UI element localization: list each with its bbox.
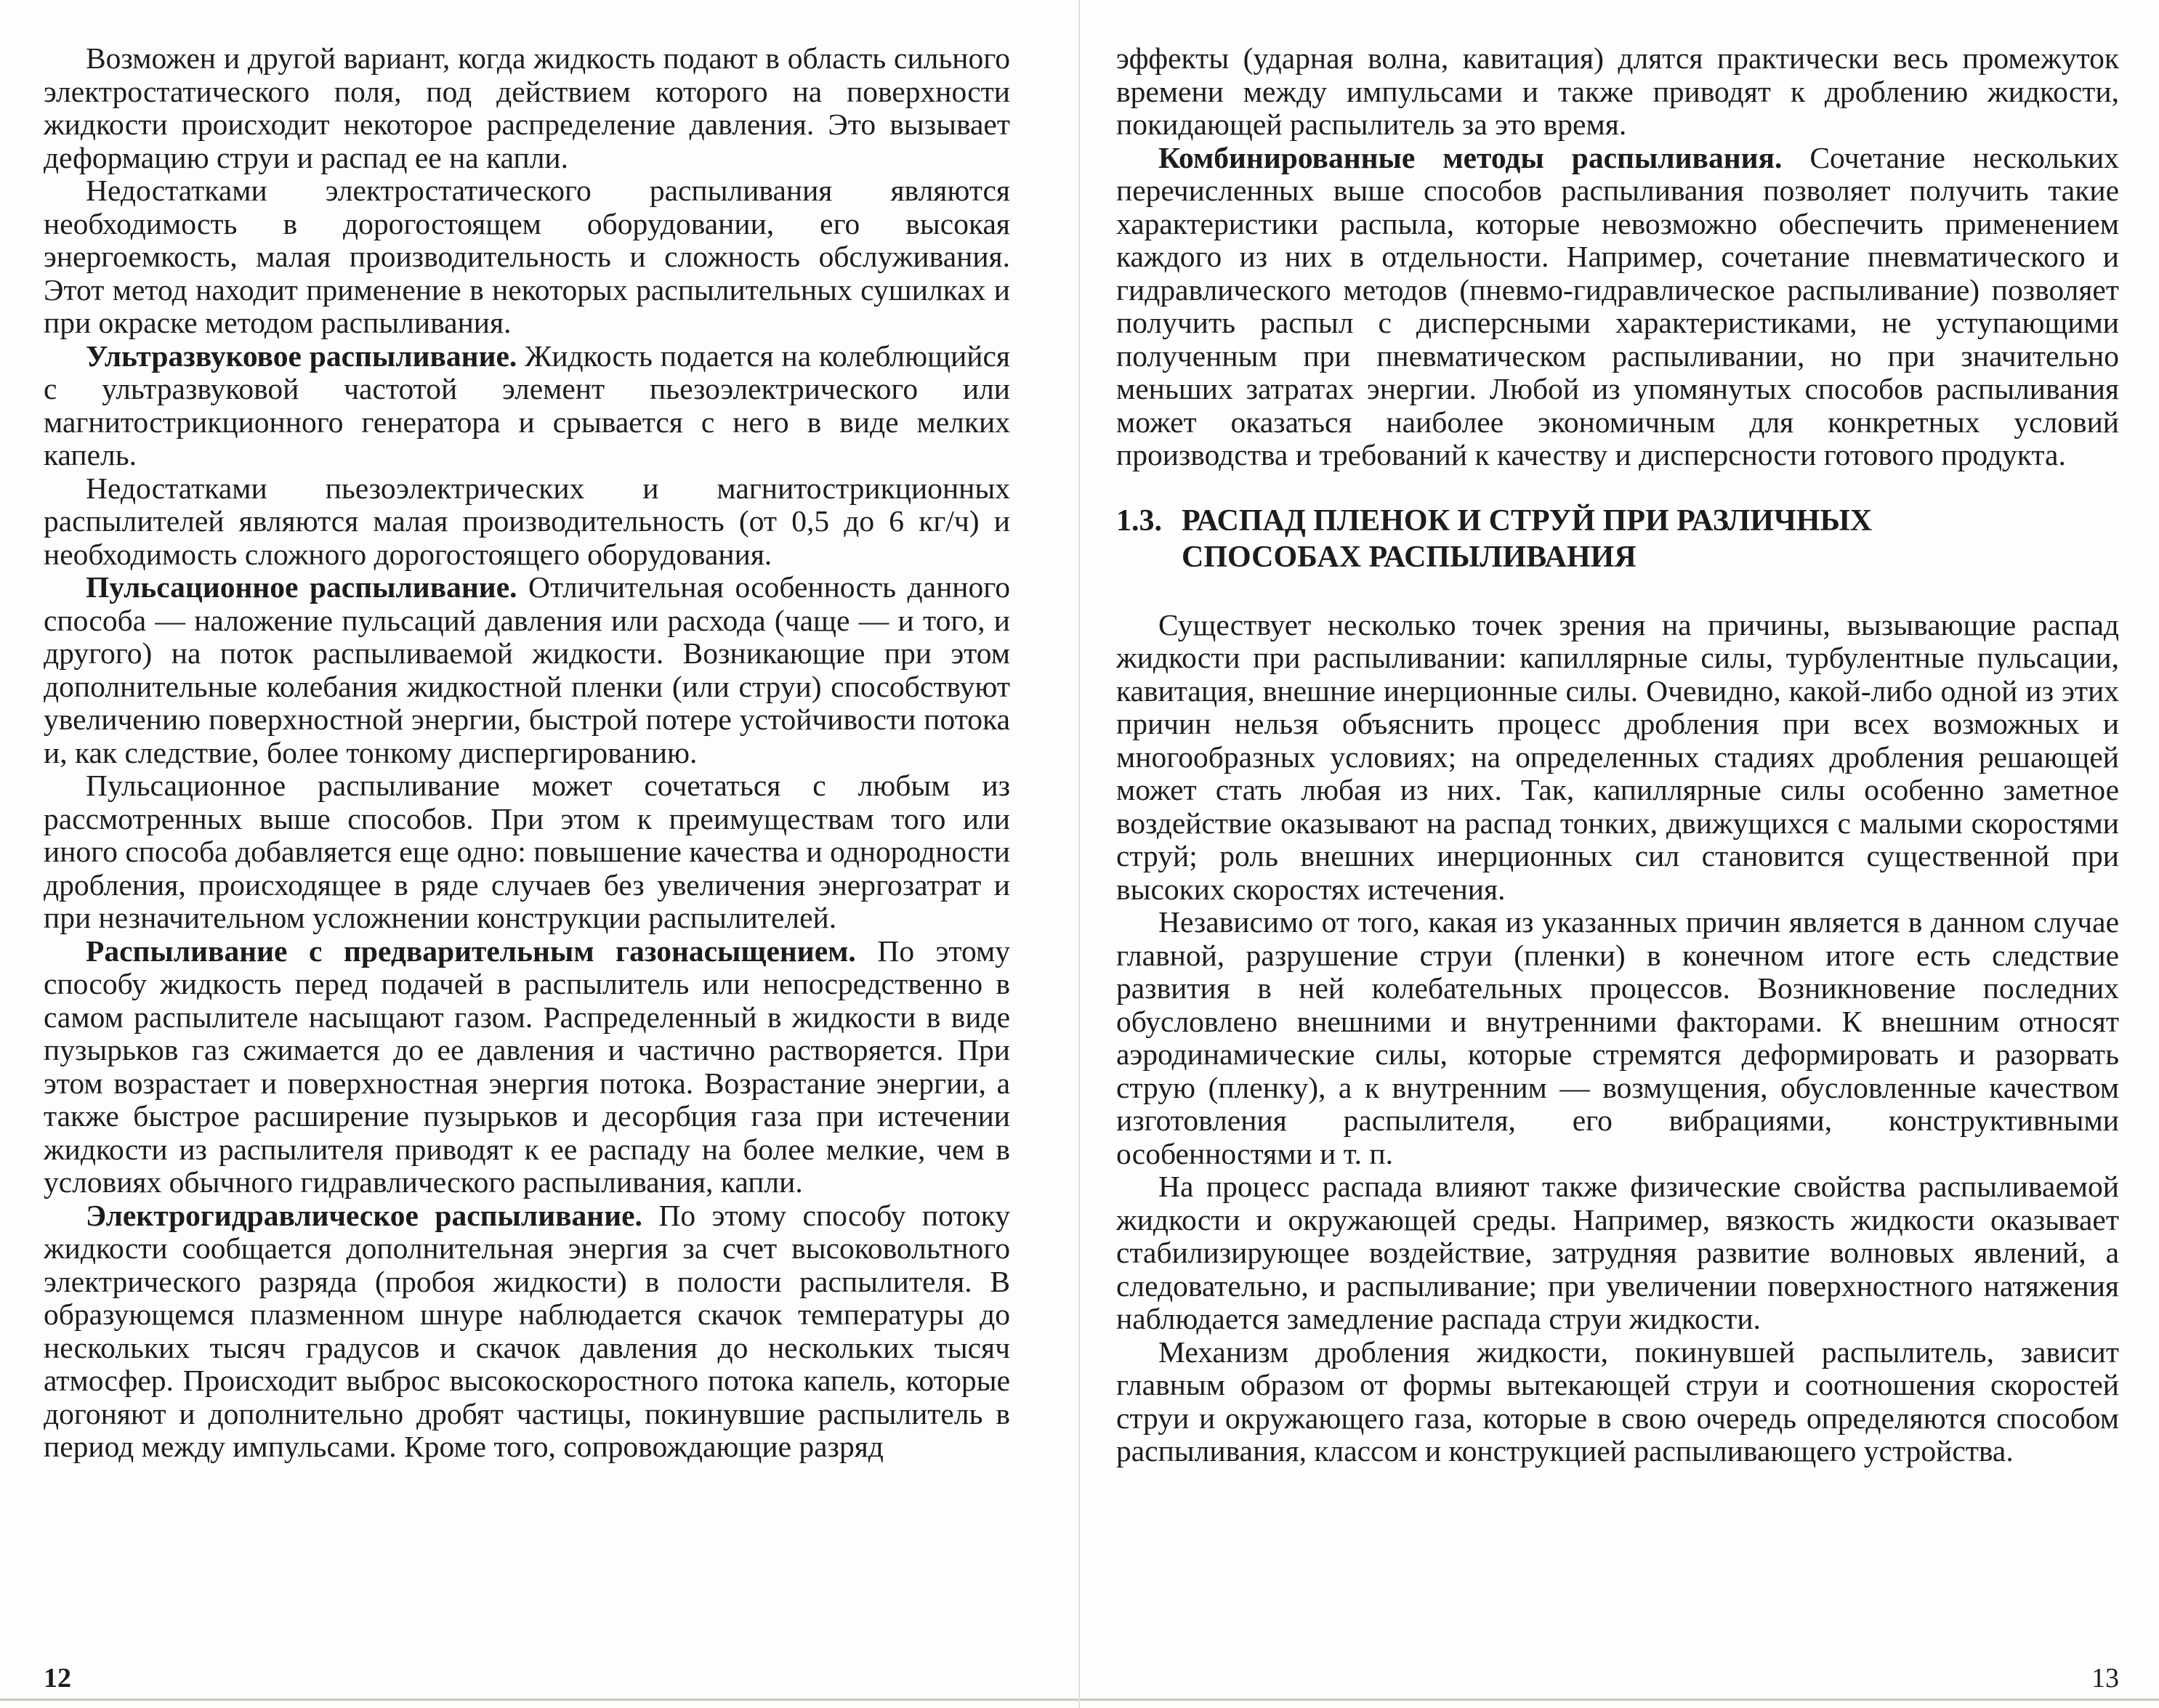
paragraph-text: По этому способу жидкость перед подачей в распылитель или непосредственно в самом распылителе насыщают газом. Распределенный в жидкости в виде пузырьков газ сжимается до ее давления и частично растворяется. При этом возрастает и поверхностная энергия потока. Возрастание энергии, а также быстрое расширение пузырьков и десорбция газа при истечении жидкости из распылителя приводят к ее распаду на более мелкие, чем в условиях обычного гидравлического распыливания, капли. [44,934,1011,1199]
paragraph-text: Механизм дробления жидкости, покинувшей распылитель, зависит главным образом от формы вытекающей струи и соотношения скоростей струи и окружающего газа, которые в свою очередь определяются способом распыливания, классом и конструкцией распыливающего устройства. [1116,1335,2119,1468]
paragraph-text: Жидкость подается на колеблющийся с ультразвуковой частотой элемент пьезоэлектрического или магнитострикционного генератора и срывается с него в виде мелких капель. [44,339,1011,471]
left-paragraph-8 [44,1199,1010,1464]
paragraph-text: Возможен и другой вариант, когда жидкость подают в область сильного электростатического поля, под действием которого на поверхности жидкости происходит некоторое распределение давления. Это вызывает деформацию струи и распад ее на капли. [44,41,1010,174]
left-paragraph-1 [44,42,1010,174]
section-heading [1116,503,2119,575]
run-in-heading: Распыливание с предварительным газонасыщением. [86,934,856,968]
left-paragraph-7 [44,935,1010,1199]
paragraph-text: Отличительная особенность данного способа — наложение пульсаций давления или расхода (чаще — и того, и другого) на поток распыливаемой жидкости. Возникающие при этом дополнительные колебания жидкостной пленки (или струи) способствуют увеличению поверхностной энергии, быстрой потере устойчивости потока и, как следствие, более тонкому диспергированию. [44,570,1010,769]
paragraph-text: Сочетание нескольких перечисленных выше способов распыливания позволяет получить такие характеристики распыла, которые невозможно обеспечить применением каждого из них в отдельности. Например, сочетание пневматического и гидравлического методов (пневмо-гидравлическое распыливание) позволяет получить распыл с дисперсными характеристиками, не уступающими полученным при пневматическом распыливании, но при значительно меньших затратах энергии. Любой из упомянутых способов распыливания может оказаться наиболее экономичным для конкретных условий производства и требований к качеству и дисперсности готового продукта. [1116,140,2119,471]
paragraph-text: Пульсационное распыливание может сочетаться с любым из рассмотренных выше способов. При этом к преимуществам того или иного способа добавляется еще одно: повышение качества и однородности дробления, происходящее в ряде случаев без увеличения энергозатрат и при незначительном усложнении конструкции распылителей. [44,769,1010,934]
right-page-number: 13 [2091,1663,2119,1693]
paragraph-text: На процесс распада влияют также физические свойства распыливаемой жидкости и окружающей среды. Например, вязкость жидкости оказывает стабилизирующее воздействие, затрудняя развитие волновых явлений, а следовательно, и распыливание; при увеличении поверхностного натяжения наблюдается замедление распада струи жидкости. [1116,1170,2119,1335]
paragraph-text: По этому способу потоку жидкости сообщается дополнительная энергия за счет высоковольтного электрического разряда (пробоя жидкости) в полости распылителя. В образующемся плазменном шнуре наблюдается скачок температуры до нескольких тысяч градусов и скачок давления до нескольких тысяч атмосфер. Происходит выброс высокоскоростного потока капель, которые догоняют и дополнительно дробят частицы, покинувшие распылитель в период между импульсами. Кроме того, сопровождающие разряд [44,1198,1010,1463]
paragraph-text: Недостатками пьезоэлектрических и магнитострикционных распылителей являются малая производительность (от 0,5 до 6 кг/ч) и необходимость сложного дорогостоящего оборудования. [44,471,1010,571]
right-paragraph-2 [1116,142,2119,472]
section-title-line-1: РАСПАД ПЛЕНОК И СТРУЙ ПРИ РАЗЛИЧНЫХ [1182,503,1873,538]
right-paragraph-6 [1116,1336,2119,1468]
run-in-heading: Пульсационное распыливание. [86,570,517,604]
page-bottom-edge [0,1699,1079,1701]
left-paragraph-6 [44,769,1010,935]
left-page-number: 12 [44,1663,71,1693]
left-paragraph-2 [44,174,1010,340]
right-paragraph-1 [1116,42,2119,142]
right-paragraph-3 [1116,609,2119,907]
left-page-text-column [44,42,1010,1464]
left-paragraph-5 [44,571,1010,769]
right-paragraph-5 [1116,1170,2119,1336]
run-in-heading: Комбинированные методы распыливания. [1158,140,1783,174]
paragraph-text: Независимо от того, какая из указанных причин является в данном случае главной, разрушение струи (пленки) в конечном итоге есть следствие развития в ней колебательных процессов. Возникновение последних обусловлено внешними и внутренними факторами. К внешним относят аэродинамические силы, которые стремятся деформировать и разорвать струю (пленку), а к внутренним — возмущения, обусловленные качеством изготовления распылителя, его вибрациями, конструктивными особенностями и т. п. [1116,905,2119,1170]
left-paragraph-3 [44,340,1010,472]
right-paragraph-4 [1116,906,2119,1170]
page-bottom-edge [1080,1699,2159,1701]
left-paragraph-4 [44,472,1010,572]
run-in-heading: Электрогидравлическое распыливание. [86,1198,642,1232]
left-page [0,0,1079,1708]
section-number: 1.3. [1116,503,1162,538]
right-page-text-column [1116,42,2119,1468]
paragraph-text: эффекты (ударная волна, кавитация) длятся практически весь промежуток времени между импульсами и также приводят к дроблению жидкости, покидающей распылитель за это время. [1116,41,2119,141]
paragraph-text: Существует несколько точек зрения на причины, вызывающие распад жидкости при распыливании: капиллярные силы, турбулентные пульсации, кавитация, внешние инерционные силы. Очевидно, какой-либо одной из этих причин нельзя объяснить процесс дробления при всех возможных и многообразных условиях; на определенных стадиях дробления решающей может стать любая из них. Так, капиллярные силы особенно заметное воздействие оказывают на распад тонких, движущихся с малыми скоростями струй; роль внешних инерционных сил становится существенной при высоких скоростях истечения. [1116,607,2119,906]
paragraph-text: Недостатками электростатического распыливания являются необходимость в дорогостоящем оборудовании, его высокая энергоемкость, малая производительность и сложность обслуживания. Этот метод находит применение в некоторых распылительных сушилках и при окраске методом распыливания. [44,174,1010,339]
right-page [1080,0,2159,1708]
section-title-line-2: СПОСОБАХ РАСПЫЛИВАНИЯ [1182,540,1637,574]
run-in-heading: Ультразвуковое распыливание. [86,339,517,373]
